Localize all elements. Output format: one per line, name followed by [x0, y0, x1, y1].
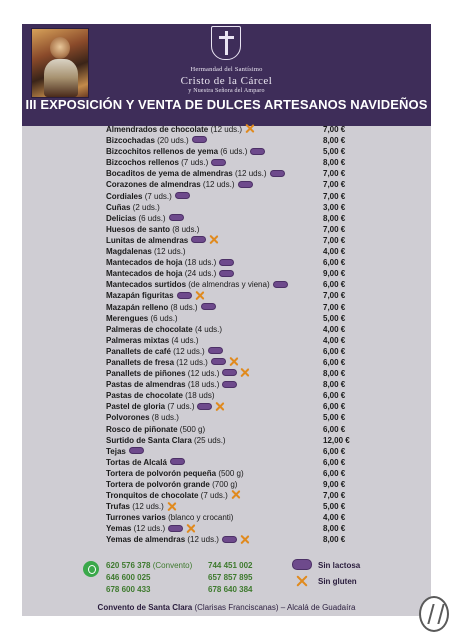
list-item [106, 135, 366, 146]
lactose-free-badge-icon [191, 236, 206, 243]
item-name: Magdalenas [106, 247, 152, 257]
gluten-free-icon [209, 235, 218, 244]
item-price: 6,00 € [323, 346, 346, 356]
item-quantity: (500 g) [216, 468, 244, 478]
item-name: Rosco de piñonate [106, 424, 178, 434]
item-price: 8,00 € [323, 369, 346, 379]
item-name: Merengues [106, 313, 149, 323]
list-item [106, 446, 366, 457]
item-name: Pastas de almendras [106, 380, 186, 390]
item-price: 5,00 € [323, 413, 346, 423]
gluten-free-icon [195, 291, 204, 300]
item-price: 9,00 € [323, 269, 346, 279]
item-price: 7,00 € [323, 224, 346, 234]
item-quantity: (6 uds.) [136, 213, 166, 223]
item-name: Trufas [106, 502, 131, 512]
item-name: Yemas [106, 524, 132, 534]
item-price: 6,00 € [323, 258, 346, 268]
phone-row-2 [106, 573, 151, 582]
gluten-free-icon [245, 124, 254, 133]
list-item [106, 490, 366, 501]
item-price: 4,00 € [323, 335, 346, 345]
item-name: Tortera de polvorón pequeña [106, 468, 217, 478]
item-name: Tortera de polvorón grande [106, 480, 210, 489]
list-item [106, 213, 366, 224]
item-name: Mantecados de hoja [106, 269, 183, 279]
list-item [106, 468, 366, 479]
gluten-free-legend-icon [296, 575, 308, 587]
item-price: 6,00 € [323, 402, 346, 412]
item-name: Surtido de Santa Clara [106, 435, 192, 445]
brotherhood-line: Hermandad del Santísimo [190, 66, 263, 73]
list-item [106, 168, 366, 179]
item-quantity: (8 uds.) [168, 302, 198, 312]
list-item [106, 302, 366, 313]
item-quantity: (12 uds.) [208, 125, 243, 134]
phone-row-3 [106, 585, 151, 594]
item-name: Palmeras de chocolate [106, 324, 193, 334]
phone-note: (Convento) [150, 561, 193, 570]
lactose-free-badge-icon [169, 214, 184, 221]
item-name: Huesos de santo [106, 224, 171, 234]
item-price: 7,00 € [323, 191, 346, 201]
item-price: 8,00 € [323, 136, 346, 146]
phone-number: 678 600 433 [106, 585, 151, 594]
item-price: 7,00 € [323, 169, 346, 179]
list-item [106, 224, 366, 235]
list-item [106, 335, 366, 346]
lactose-free-badge-icon [270, 170, 285, 177]
item-name: Cuñas [106, 202, 131, 212]
convent-place: – Alcalá de Guadaíra [278, 603, 356, 612]
gluten-free-icon [231, 490, 240, 499]
item-quantity: (7 uds.) [165, 402, 195, 412]
item-quantity: (7 uds.) [198, 491, 228, 501]
phone-number: 657 857 895 [208, 573, 253, 582]
item-name: Delicias [106, 213, 137, 223]
item-quantity: (18 uds.) [185, 380, 220, 390]
item-price: 8,00 € [323, 535, 346, 545]
cross-emblem-icon [211, 26, 241, 60]
item-price: 6,00 € [323, 446, 346, 456]
item-name: Panallets de fresa [106, 357, 175, 367]
item-price: 12,00 € [323, 435, 350, 445]
item-price: 6,00 € [323, 457, 346, 467]
item-name: Lunitas de almendras [106, 235, 189, 245]
item-quantity: (18 uds.) [182, 258, 217, 268]
watermark-logo [419, 596, 449, 632]
lactose-free-badge-icon [168, 525, 183, 532]
phone-number: 646 600 025 [106, 573, 151, 582]
list-item [106, 346, 366, 357]
item-quantity: (12 uds.) [130, 502, 164, 512]
item-quantity: (24 uds.) [182, 269, 217, 279]
item-quantity: (6 uds.) [218, 147, 248, 157]
convent-order: (Clarisas Franciscanas) [192, 603, 279, 612]
phone-col2-row-2 [208, 573, 253, 582]
lactose-free-badge-icon [222, 536, 237, 543]
gluten-free-icon [240, 368, 249, 377]
list-item [106, 357, 366, 368]
item-price: 5,00 € [323, 502, 346, 512]
saint-painting [31, 28, 89, 98]
item-name: Mazapán figuritas [106, 291, 174, 301]
item-quantity: (18 uds) [182, 391, 215, 401]
item-name: Mazapán relleno [106, 302, 169, 312]
phone-number: 744 451 002 [208, 561, 253, 570]
item-price: 6,00 € [323, 468, 346, 478]
gluten-free-icon [186, 524, 195, 533]
item-price: 5,00 € [323, 313, 346, 323]
item-quantity: (500 g) [177, 424, 206, 434]
phone-number: 678 640 384 [208, 585, 253, 594]
lactose-free-badge-icon [222, 381, 237, 388]
list-item [106, 179, 366, 190]
list-item [106, 279, 366, 290]
list-item [106, 257, 366, 268]
lactose-free-badge-icon [238, 181, 253, 188]
lactose-free-badge-icon [211, 358, 226, 365]
list-item [106, 313, 366, 324]
item-price: 8,00 € [323, 158, 346, 168]
lactose-free-badge-icon [175, 192, 190, 199]
list-item [106, 401, 366, 412]
lactose-free-badge-icon [192, 136, 207, 143]
item-name: Bizcochadas [106, 136, 155, 146]
lactose-free-badge-icon [219, 259, 234, 266]
item-name: Mantecados de hoja [106, 258, 183, 268]
item-quantity: (4 uds.) [169, 335, 199, 345]
item-quantity: (de almendras y viena) [186, 280, 270, 290]
lactose-free-badge-icon [129, 447, 144, 454]
list-item [106, 235, 366, 246]
item-quantity: (12 uds.) [185, 369, 220, 379]
list-item [106, 324, 366, 335]
item-price: 7,00 € [323, 291, 346, 301]
list-item [106, 523, 366, 534]
lactose-free-legend-label: Sin lactosa [318, 561, 361, 570]
lactose-free-badge-icon [170, 458, 185, 465]
item-quantity: (blanco y crocanti) [165, 513, 234, 523]
item-name: Bizcochitos rellenos de yema [106, 147, 219, 157]
price-list [106, 124, 366, 546]
list-item [106, 368, 366, 379]
lactose-free-badge-icon [219, 270, 234, 277]
item-name: Tejas [106, 446, 126, 456]
gluten-free-legend-label: Sin gluten [318, 577, 357, 586]
lactose-free-badge-icon [250, 148, 265, 155]
brotherhood-name: Cristo de la Cárcel [180, 75, 273, 87]
list-item [106, 534, 366, 545]
brotherhood-tail: y Nuestra Señora del Amparo [188, 88, 265, 94]
gluten-free-icon [215, 402, 224, 411]
lactose-free-badge-icon [197, 403, 212, 410]
item-price: 4,00 € [323, 247, 346, 257]
item-price: 7,00 € [323, 180, 346, 190]
list-item [106, 412, 366, 423]
whatsapp-icon [83, 561, 99, 577]
list-item [106, 146, 366, 157]
list-item [106, 157, 366, 168]
item-price: 7,00 € [323, 235, 346, 245]
lactose-free-legend-icon [292, 559, 312, 570]
item-quantity: (12 uds.) [170, 346, 205, 356]
item-quantity: (20 uds.) [154, 136, 189, 146]
lactose-free-badge-icon [201, 303, 216, 310]
list-item [106, 268, 366, 279]
item-price: 5,00 € [323, 147, 346, 157]
item-name: Palmeras mixtas [106, 335, 170, 345]
item-quantity: (7 uds.) [142, 191, 172, 201]
item-quantity: (12 uds.) [200, 180, 235, 190]
list-item [106, 246, 366, 257]
footer-address [22, 603, 431, 612]
item-name: Almendrados de chocolate [106, 125, 209, 134]
item-quantity: (8 uds.) [170, 224, 200, 234]
item-price: 6,00 € [323, 280, 346, 290]
lactose-free-badge-icon [208, 347, 223, 354]
item-quantity: (8 uds.) [149, 413, 179, 423]
item-quantity: (7 uds.) [178, 158, 209, 168]
item-name: Turrones varios [106, 513, 166, 523]
list-item [106, 124, 366, 135]
item-name: Tortas de Alcalá [106, 457, 167, 467]
item-name: Bocaditos de yema de almendras [106, 169, 233, 179]
item-price: 8,00 € [323, 213, 346, 223]
lactose-free-badge-icon [222, 369, 237, 376]
gluten-free-icon [167, 502, 176, 511]
lactose-free-badge-icon [177, 292, 192, 299]
item-quantity: (12 uds.) [131, 524, 166, 534]
item-price: 7,00 € [323, 302, 346, 312]
item-price: 4,00 € [323, 324, 346, 334]
item-name: Pastas de chocolate [106, 391, 183, 401]
item-price: 6,00 € [323, 357, 346, 367]
list-item [106, 424, 366, 435]
item-price: 9,00 € [323, 480, 346, 489]
item-price: 7,00 € [323, 491, 346, 501]
phone-col2-row-3 [208, 585, 253, 594]
item-price: 6,00 € [323, 424, 346, 434]
phone-col2-row-1 [208, 561, 253, 570]
item-name: Pastel de gloria [106, 402, 166, 412]
list-item [106, 435, 366, 446]
item-quantity: (2 uds.) [130, 202, 160, 212]
item-quantity: (25 uds.) [191, 435, 226, 445]
item-name: Panallets de piñones [106, 369, 186, 379]
item-quantity: (700 g) [209, 480, 238, 489]
item-name: Polvorones [106, 413, 150, 423]
item-name: Cordiales [106, 191, 143, 201]
item-name: Tronquitos de chocolate [106, 491, 199, 501]
gluten-free-icon [229, 357, 238, 366]
item-name: Panallets de café [106, 346, 171, 356]
gluten-free-icon [240, 535, 249, 544]
phone-row-1 [106, 561, 192, 570]
list-item [106, 379, 366, 390]
phone-number: 620 576 378 [106, 561, 151, 570]
item-quantity: (12 uds.) [151, 247, 186, 257]
lactose-free-badge-icon [273, 281, 288, 288]
list-item [106, 501, 366, 512]
item-price: 8,00 € [323, 380, 346, 390]
item-quantity: (12 uds.) [185, 535, 219, 545]
item-quantity: (4 uds.) [192, 324, 223, 334]
item-price: 4,00 € [323, 513, 346, 523]
item-name: Yemas de almendras [106, 535, 186, 545]
item-price: 7,00 € [323, 125, 346, 134]
convent-name: Convento de Santa Clara [97, 603, 193, 612]
item-quantity: (12 uds.) [232, 169, 267, 179]
item-name: Bizcochos rellenos [106, 158, 179, 168]
list-item [106, 290, 366, 301]
item-quantity: (12 uds.) [174, 357, 208, 367]
list-item [106, 512, 366, 523]
page-title: III EXPOSICIÓN Y VENTA DE DULCES ARTESANOS NAVIDEÑOS [25, 97, 428, 112]
item-price: 6,00 € [323, 391, 346, 401]
item-quantity: (6 uds.) [148, 313, 178, 323]
lactose-free-badge-icon [211, 159, 226, 166]
item-name: Mantecados surtidos [106, 280, 187, 290]
list-item [106, 390, 366, 401]
item-price: 8,00 € [323, 524, 346, 534]
list-item [106, 479, 366, 490]
item-name: Corazones de almendras [106, 180, 201, 190]
list-item [106, 191, 366, 202]
item-price: 3,00 € [323, 202, 346, 212]
list-item [106, 457, 366, 468]
list-item [106, 202, 366, 213]
